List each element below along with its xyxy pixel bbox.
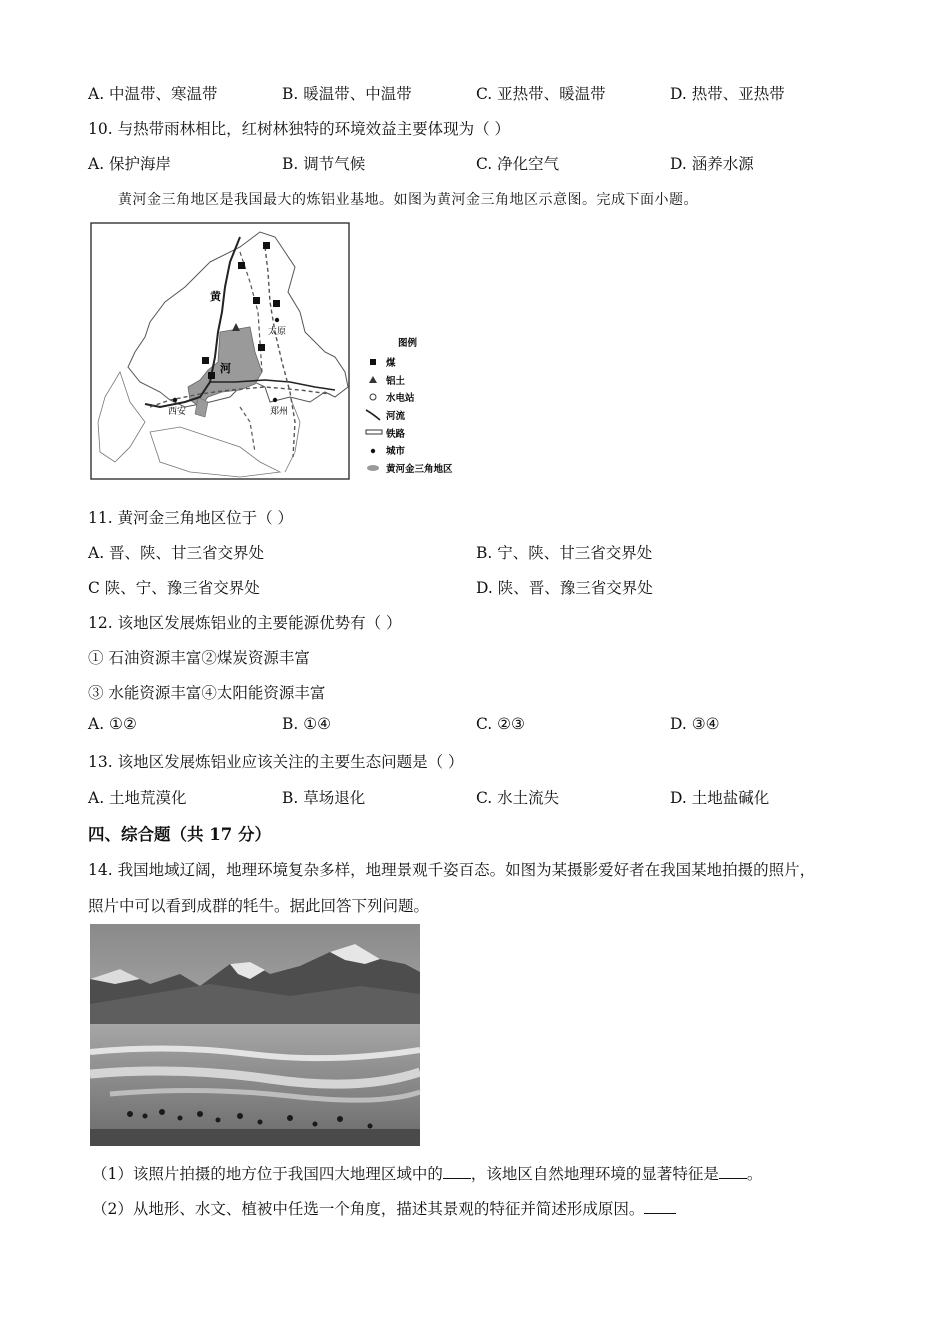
q12-option-b: B. ①④ <box>282 715 332 733</box>
q10-stem: 10. 与热带雨林相比，红树林独特的环境效益主要体现为（ ） <box>88 120 511 138</box>
q13-option-a: A. 土地荒漠化 <box>88 789 187 807</box>
material-intro: 黄河金三角地区是我国最大的炼铝业基地。如图为黄河金三角地区示意图。完成下面小题。 <box>118 192 698 208</box>
plateau-yak-photo <box>90 924 420 1146</box>
q9-option-b: B. 暖温带、中温带 <box>282 85 412 103</box>
q13-stem: 13. 该地区发展炼铝业应该关注的主要生态问题是（ ） <box>88 753 464 771</box>
legend-hydropower: 水电站 <box>386 393 415 404</box>
q14-sub1-part-a: （1）该照片拍摄的地方位于我国四大地理区域中的 <box>92 1165 443 1183</box>
q12-stem: 12. 该地区发展炼铝业的主要能源优势有（ ） <box>88 614 402 632</box>
legend-railway: 铁路 <box>386 429 406 440</box>
answer-blank-feature[interactable] <box>719 1164 747 1179</box>
q13-option-b: B. 草场退化 <box>282 789 366 807</box>
q13-option-c: C. 水土流失 <box>476 789 560 807</box>
map-city-zhengzhou: 郑州 <box>270 407 289 417</box>
q10-option-d: D. 涵养水源 <box>670 155 754 173</box>
map-river-label-2: 河 <box>220 362 231 375</box>
yellow-river-triangle-map <box>90 222 470 484</box>
q9-option-a: A. 中温带、寒温带 <box>88 85 218 103</box>
legend-triangle-region: 黄河金三角地区 <box>386 464 453 475</box>
q12-option-a: A. ①② <box>88 715 137 733</box>
q14-stem-line-2: 照片中可以看到成群的牦牛。据此回答下列问题。 <box>88 897 430 915</box>
legend-city: 城市 <box>386 446 406 457</box>
q12-item-line-1: ① 石油资源丰富②煤炭资源丰富 <box>88 649 310 667</box>
q14-sub2-text: （2）从地形、水文、植被中任选一个角度，描述其景观的特征并简述形成原因。 <box>92 1200 645 1218</box>
q14-sub1-part-c: 。 <box>746 1165 763 1183</box>
q11-stem: 11. 黄河金三角地区位于（ ） <box>88 509 294 527</box>
answer-blank-region[interactable] <box>443 1164 471 1179</box>
q13-option-d: D. 土地盐碱化 <box>670 789 770 807</box>
answer-blank-sub2[interactable] <box>644 1199 676 1214</box>
map-city-xian: 西安 <box>168 407 187 417</box>
q10-option-a: A. 保护海岸 <box>88 155 172 173</box>
q14-stem-line-1: 14. 我国地域辽阔，地理环境复杂多样，地理景观千姿百态。如图为某摄影爱好者在我国某地拍摄的照片， <box>88 861 816 879</box>
map-city-taiyuan: 太原 <box>268 327 287 337</box>
q14-sub2 <box>92 1197 676 1219</box>
q10-option-b: B. 调节气候 <box>282 155 366 173</box>
legend-coal: 煤 <box>386 358 396 369</box>
q11-option-a: A. 晋、陕、甘三省交界处 <box>88 544 265 562</box>
q9-option-c: C. 亚热带、暖温带 <box>476 85 606 103</box>
q12-item-line-2: ③ 水能资源丰富④太阳能资源丰富 <box>88 684 326 702</box>
q12-option-c: C. ②③ <box>476 715 525 733</box>
q12-option-d: D. ③④ <box>670 715 720 733</box>
legend-title: 图例 <box>398 338 418 349</box>
q11-option-c: C 陕、宁、豫三省交界处 <box>88 579 260 597</box>
q11-option-d: D. 陕、晋、豫三省交界处 <box>476 579 653 597</box>
map-river-label: 黄 <box>210 290 221 303</box>
q14-sub1-part-b: ，该地区自然地理环境的显著特征是 <box>470 1165 719 1183</box>
q10-option-c: C. 净化空气 <box>476 155 560 173</box>
section-heading: 四、综合题（共 17 分） <box>88 825 271 844</box>
q9-option-d: D. 热带、亚热带 <box>670 85 785 103</box>
q14-sub1 <box>92 1162 762 1184</box>
legend-bauxite: 铝土 <box>386 376 406 387</box>
legend-river: 河流 <box>386 411 406 422</box>
q11-option-b: B. 宁、陕、甘三省交界处 <box>476 544 653 562</box>
